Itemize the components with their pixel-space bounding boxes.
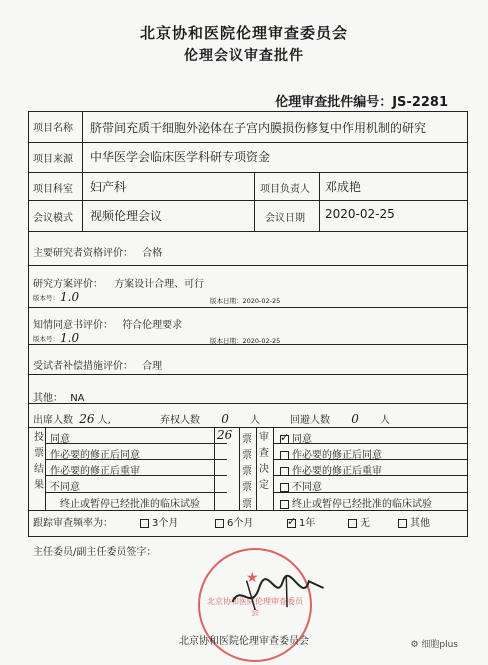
vote-row-unit: 票 xyxy=(242,466,252,477)
present-label: 出席人数 xyxy=(33,415,73,426)
decision-option[interactable] xyxy=(280,446,382,461)
present-unit: 人, xyxy=(97,415,111,426)
signature-stroke xyxy=(226,568,329,617)
project-source: 中华医学会临床医学科研专项资金 xyxy=(90,150,271,164)
plan-value: 方案设计合理、可行 xyxy=(114,279,205,290)
abstain-label: 弃权人数 xyxy=(160,415,200,426)
decision-char-3: 决 xyxy=(259,464,269,475)
checkbox-icon[interactable] xyxy=(280,467,289,476)
consent-version-value: 1.0 xyxy=(60,331,80,345)
qualification xyxy=(33,244,162,259)
plan-version-label: 版本号： xyxy=(33,294,59,302)
vote-char-1: 投 xyxy=(34,432,44,443)
consent-version-label: 版本号： xyxy=(33,335,59,343)
meeting-mode: 视频伦理会议 xyxy=(90,209,163,223)
consent-value: 符合伦理要求 xyxy=(122,320,183,331)
vote-row-unit: 票 xyxy=(242,499,252,510)
checkbox-icon[interactable] xyxy=(140,519,149,528)
compensation-value: 合理 xyxy=(142,361,163,372)
star-icon: ★ xyxy=(246,570,259,586)
watermark-icon: ⚙ xyxy=(410,640,419,650)
frequency-option[interactable] xyxy=(215,514,253,529)
decision-char-1: 审 xyxy=(259,432,269,443)
decision-option[interactable] xyxy=(280,478,322,493)
checkbox-icon[interactable] xyxy=(348,519,357,528)
approval-value: JS-2281 xyxy=(392,95,448,110)
consent-version-date xyxy=(210,336,280,345)
frequency-option-label: 6个月 xyxy=(227,518,254,529)
vote-char-3: 结 xyxy=(34,464,44,475)
document-subtitle: 伦理会议审查批件 xyxy=(184,48,304,64)
checkbox-checked-icon[interactable] xyxy=(287,519,296,528)
vote-row-label: 终止或暂停已经批准的临床试验 xyxy=(60,499,200,510)
vote-row-count: 26 xyxy=(217,428,233,442)
vote-row-label: 不同意 xyxy=(50,482,80,493)
project-name: 脐带间充质干细胞外泌体在子宫内膜损伤修复中作用机制的研究 xyxy=(90,121,427,135)
other-value: NA xyxy=(70,393,85,404)
signature-label: 主任委员/副主任委员签字： xyxy=(33,547,157,558)
frequency-option[interactable] xyxy=(140,514,178,529)
project-leader: 邓成艳 xyxy=(325,180,362,194)
meeting-date: 2020-02-25 xyxy=(325,207,395,221)
qualification-label: 主要研究者资格评价： xyxy=(33,248,133,259)
vote-row-label: 作必要的修正后重审 xyxy=(50,466,140,477)
abstain-unit: 人 xyxy=(250,415,261,426)
frequency-option[interactable] xyxy=(348,514,370,529)
compensation-label: 受试者补偿措施评价： xyxy=(33,361,133,372)
frequency-option[interactable] xyxy=(287,514,315,529)
frequency-label: 跟踪审查频率为： xyxy=(33,518,113,529)
other xyxy=(33,389,85,404)
vote-row-unit: 票 xyxy=(242,450,252,461)
checkbox-checked-icon[interactable] xyxy=(280,435,289,444)
frequency-option-label: 3个月 xyxy=(152,518,179,529)
vote-char-4: 果 xyxy=(34,480,44,491)
frequency-option-label: 无 xyxy=(360,518,370,529)
handwritten-signature xyxy=(226,568,330,624)
meeting-mode-label: 会议模式 xyxy=(33,213,73,224)
plan-version-value: 1.0 xyxy=(60,290,80,304)
vote-row-label: 同意 xyxy=(50,434,70,445)
project-leader-label: 项目负责人 xyxy=(260,184,310,195)
plan-date-value: 2020-02-25 xyxy=(242,297,281,305)
decision-option-label: 同意 xyxy=(292,434,312,445)
checkbox-icon[interactable] xyxy=(280,500,289,509)
vote-row-unit: 票 xyxy=(242,482,252,493)
decision-label xyxy=(259,430,271,494)
attendance-present xyxy=(33,411,111,426)
frequency-option[interactable] xyxy=(398,514,430,529)
frequency-option-label: 1年 xyxy=(299,518,316,529)
vote-result-label xyxy=(34,430,46,494)
plan-label: 研究方案评价： xyxy=(33,279,103,290)
project-source-label: 项目来源 xyxy=(33,154,73,165)
decision-option-label: 不同意 xyxy=(292,482,322,493)
consent-date-value: 2020-02-25 xyxy=(242,337,281,345)
recuse-value: 0 xyxy=(351,412,359,426)
review-frequency xyxy=(33,514,113,529)
compensation-evaluation xyxy=(33,357,162,372)
attendance-abstain xyxy=(160,411,260,426)
approval-number xyxy=(275,91,448,110)
qualification-value: 合格 xyxy=(142,248,163,259)
decision-char-4: 定 xyxy=(259,480,269,491)
decision-option[interactable] xyxy=(280,430,312,445)
decision-option[interactable] xyxy=(280,462,382,477)
consent-label: 知情同意书评价： xyxy=(33,320,113,331)
recuse-label: 回避人数 xyxy=(290,415,330,426)
plan-date-label: 版本日期： xyxy=(210,297,243,305)
consent-date-label: 版本日期： xyxy=(210,337,243,345)
decision-char-2: 查 xyxy=(259,448,269,459)
watermark-text: 细胞plus xyxy=(421,640,458,650)
meeting-date-label: 会议日期 xyxy=(265,213,305,224)
checkbox-icon[interactable] xyxy=(280,451,289,460)
footer-organization: 北京协和医院伦理审查委员会 xyxy=(179,636,309,647)
project-dept: 妇产科 xyxy=(90,180,127,194)
checkbox-icon[interactable] xyxy=(398,519,407,528)
present-value: 26 xyxy=(79,412,95,426)
frequency-option-label: 其他 xyxy=(410,518,430,529)
recuse-unit: 人 xyxy=(380,415,391,426)
seal-text: 北京协和医院伦理审查委员会 xyxy=(207,597,303,617)
vote-row-unit: 票 xyxy=(242,434,252,445)
project-dept-label: 项目科室 xyxy=(33,184,73,195)
decision-option[interactable] xyxy=(280,495,432,510)
decision-option-label: 作必要的修正后重审 xyxy=(292,466,382,477)
checkbox-icon[interactable] xyxy=(215,519,224,528)
consent-evaluation xyxy=(33,316,182,331)
plan-evaluation xyxy=(33,275,204,290)
approval-label: 伦理审查批件编号： xyxy=(275,95,393,110)
vote-row-label: 作必要的修正后同意 xyxy=(50,450,140,461)
vote-char-2: 票 xyxy=(34,448,44,459)
plan-version-date xyxy=(210,296,280,305)
watermark xyxy=(410,637,458,650)
other-label: 其他： xyxy=(33,393,63,404)
project-name-label: 项目名称 xyxy=(33,123,73,134)
decision-option-label: 终止或暂停已经批准的临床试验 xyxy=(292,499,432,510)
abstain-value: 0 xyxy=(221,412,229,426)
checkbox-icon[interactable] xyxy=(280,483,289,492)
document-title: 北京协和医院伦理审查委员会 xyxy=(139,24,348,42)
decision-option-label: 作必要的修正后同意 xyxy=(292,450,382,461)
attendance-recuse xyxy=(290,411,390,426)
